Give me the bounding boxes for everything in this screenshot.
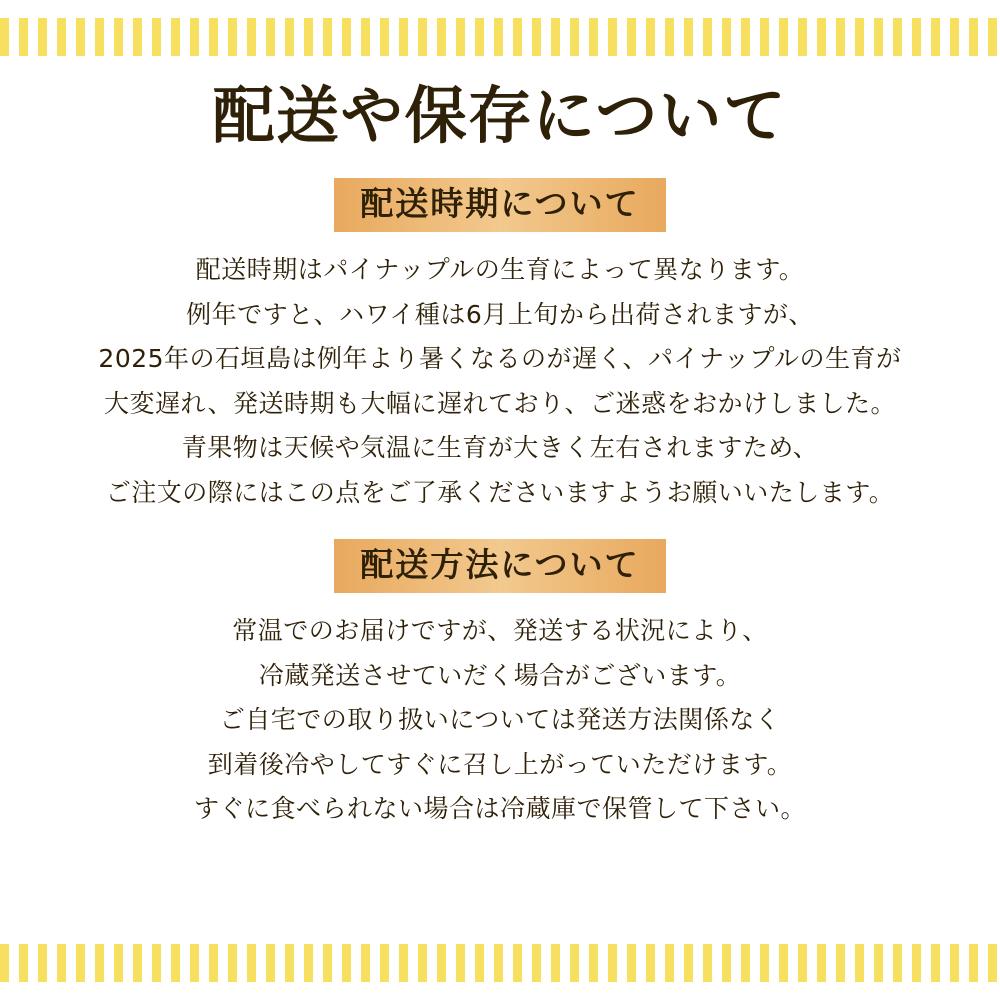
decorative-stripe-top: [0, 18, 1000, 56]
body-line: 2025年の石垣島は例年より暑くなるのが遅く、パイナップルの生育が: [98, 344, 902, 374]
content-area: [0, 56, 1000, 944]
page-title: 配送や保存について: [212, 79, 788, 152]
body-line: 到着後冷やしてすぐに召し上がっていただけます。: [207, 749, 793, 779]
decorative-stripe-bottom: [0, 944, 1000, 982]
section-shipping-schedule: [40, 172, 960, 515]
body-line: 大変遅れ、発送時期も大幅に遅れており、ご迷惑をおかけしました。: [103, 388, 896, 418]
section-heading-shipping-schedule: 配送時期について: [334, 178, 665, 232]
section-shipping-method: [40, 515, 960, 831]
body-line: ご注文の際にはこの点をご了承くださいますようお願いいたします。: [105, 477, 895, 507]
body-line: ご自宅での取り扱いについては発送方法関係なく: [219, 705, 781, 735]
body-line: 配送時期はパイナップルの生育によって異なります。: [195, 255, 805, 285]
body-line: すぐに食べられない場合は冷蔵庫で保管して下さい。: [193, 794, 806, 824]
body-line: 例年ですと、ハワイ種は6月上旬から出荷されますが、: [186, 299, 814, 329]
body-line: 常温でのお届けですが、発送する状況により、: [232, 616, 768, 646]
body-line: 青果物は天候や気温に生育が大きく左右されますため、: [181, 433, 819, 463]
section-heading-shipping-method: 配送方法について: [334, 539, 665, 593]
body-line: 冷蔵発送させていだく場合がございます。: [258, 660, 742, 690]
